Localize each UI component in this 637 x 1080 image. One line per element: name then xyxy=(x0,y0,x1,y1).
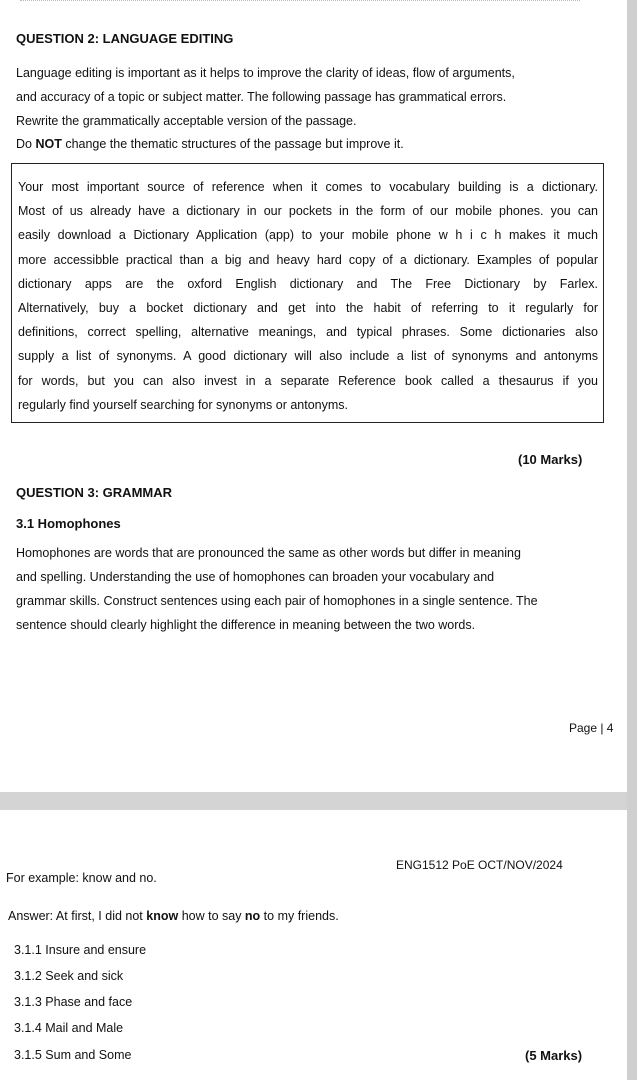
q3-title: QUESTION 3: GRAMMAR xyxy=(16,485,172,500)
q2-intro-line-1: Language editing is important as it helps to improve the clarity of ideas, flow of arguments, xyxy=(16,66,515,80)
q3-1-line-2: and spelling. Understanding the use of homophones can broaden your vocabulary and xyxy=(16,570,495,584)
q2-note-suffix: change the thematic structures of the passage but improve it. xyxy=(61,137,404,151)
viewer-scroll-gutter[interactable] xyxy=(627,0,637,1080)
answer-bold-no: no xyxy=(244,909,261,923)
q2-intro-line-3: Rewrite the grammatically acceptable version of the passage. xyxy=(16,114,357,128)
homophone-item: 3.1.2 Seek and sick xyxy=(14,969,124,983)
page-number: Page | 4 xyxy=(569,721,614,735)
passage-line: Most of us already have a dictionary in our pockets in the form of our mobile phones. you can xyxy=(18,204,598,219)
q2-intro-line-2: and accuracy of a topic or subject matter. The following passage has grammatical errors. xyxy=(16,90,507,104)
answer-prefix: Answer: At first, I did not xyxy=(8,909,147,923)
passage-line: Your most important source of reference when it comes to vocabulary building is a dictionary. xyxy=(18,180,598,194)
answer-mid: how to say xyxy=(178,909,245,923)
previous-text-cutoff xyxy=(20,0,580,1)
homophone-item: 3.1.1 Insure and ensure xyxy=(14,943,147,957)
header-code: ENG1512 PoE OCT/NOV/2024 xyxy=(396,858,563,872)
passage-box xyxy=(11,163,604,423)
passage-line: for words, but you can also invest in a separate Reference book called a thesaurus if you xyxy=(18,373,598,388)
q3-1-line-4: sentence should clearly highlight the difference in meaning between the two words. xyxy=(16,618,476,632)
passage-line: regularly find yourself searching for synonyms or antonyms. xyxy=(18,397,349,412)
homophone-item: 3.1.4 Mail and Male xyxy=(14,1021,124,1035)
q2-note-bold: NOT xyxy=(35,137,62,151)
homophone-item: 3.1.3 Phase and face xyxy=(14,995,133,1009)
passage-line: Alternatively, buy a bocket dictionary and get into the habit of referring to it regularly for xyxy=(18,301,598,316)
document-page-5 xyxy=(0,810,627,1080)
q3-1-line-3: grammar skills. Construct sentences using each pair of homophones in a single sentence. The xyxy=(16,594,538,608)
q2-marks: (10 Marks) xyxy=(518,452,583,467)
passage-line: dictionary apps are the oxford English dictionary and The Free Dictionary by Farlex. xyxy=(18,276,598,291)
answer-suffix: to my friends. xyxy=(260,909,339,923)
passage-line: definitions, correct spelling, alternative meanings, and typical phrases. Some dictionaries also xyxy=(18,325,598,340)
q3-1-line-1: Homophones are words that are pronounced the same as other words but differ in meaning xyxy=(16,546,521,560)
answer-line xyxy=(8,909,339,923)
q3-1-marks: (5 Marks) xyxy=(525,1048,583,1063)
q2-note-prefix: Do xyxy=(16,137,36,151)
homophone-item: 3.1.5 Sum and Some xyxy=(14,1048,132,1062)
q2-note xyxy=(16,132,404,156)
passage-line: easily download a Dictionary Application (app) to your mobile phone w h i c h makes it much xyxy=(18,228,598,243)
passage-line: more accessibble practical than a big and heavy hard copy of a dictionary. Examples of popular xyxy=(18,252,598,267)
example-line: For example: know and no. xyxy=(6,871,157,885)
q3-1-title: 3.1 Homophones xyxy=(16,516,121,531)
passage-line: supply a list of synonyms. A good dictionary will also include a list of synonyms and antonyms xyxy=(18,349,598,364)
q2-title: QUESTION 2: LANGUAGE EDITING xyxy=(16,31,234,46)
answer-bold-know: know xyxy=(146,909,179,923)
